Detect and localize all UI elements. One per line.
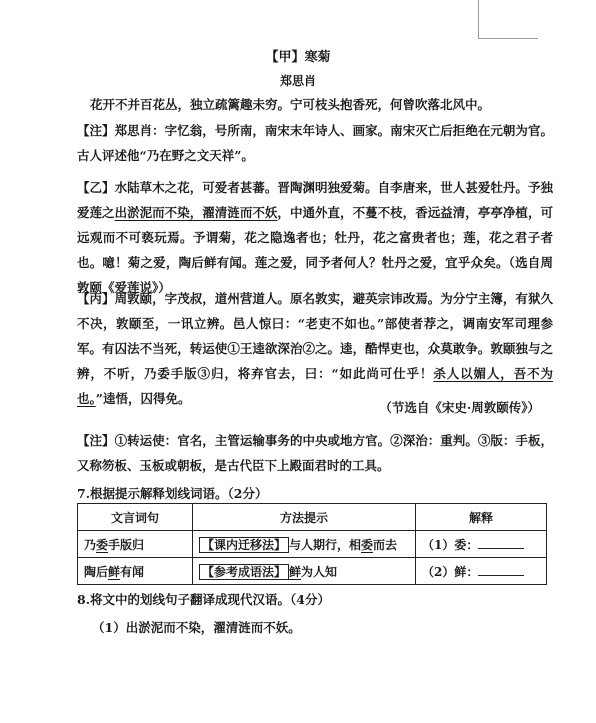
answer-cell: （1）委： [416,531,547,558]
note-jia: 【注】郑思肖：字忆翁，号所南，南宋末年诗人、画家。南宋灭亡后拒绝在元朝为官。古人评述他“乃在野之文天祥”。 [77,123,553,163]
corner-line [478,0,479,38]
method-cell: 【课内迁移法】 与人期行，相委而去 [193,531,416,558]
phrase-cell: 乃委手版归 [78,531,193,558]
table-header: 文言词句 [78,504,193,531]
underlined-sentence-bing: 杀人以媚人，吾不为也。 [77,366,553,406]
table-header: 解释 [416,504,547,531]
passage-bing-head: 【丙】周敦颐，字茂叔，道州营道人。原名敦实，避英宗讳改焉。为分宁主簿，有狱久不决，敦颐至，一讯立辨。邑人惊曰：“老吏不如也。”部使者荐之，调南安军司理参军。有囚法不当死，转运使①王逵欲深治②之。逵，酷悍吏也，众莫敢争。敦颐独与之辨，不听，乃委手版③归，将弃官去，曰：“如此尚可仕乎！ [77,291,553,381]
table-header-row [78,504,547,531]
question-8-item-1: （1）出淤泥而不染，濯清涟而不妖。 [92,620,301,635]
passage-bing [77,286,553,411]
passage-yi [77,175,553,300]
answer-table [77,503,547,585]
underlined-word: 委 [96,537,109,552]
table-header: 方法提示 [193,504,416,531]
method-cell: 【参考成语法】 鲜为人知 [193,558,416,585]
underlined-word: 委 [361,537,374,552]
table-row [78,531,547,558]
method-tag: 【课内迁移法】 [199,537,289,553]
corner-line [478,38,538,39]
passage-yi-head: 【乙】水陆草木之花，可爱者甚蕃。晋陶渊明独爱菊。自李唐来，世人甚爱牡丹。予独爱莲之 [77,180,553,220]
note-bing: 【注】①转运使：官名，主管运输事务的中央或地方官。②深治：重判。③版：手板，又称笏板、玉板或朝板，是古代臣下上殿面君时的工具。 [77,433,553,473]
phrase-cell: 陶后鲜有闻 [78,558,193,585]
underlined-sentence-yi: 出淤泥而不染，濯清涟而不妖 [114,205,278,220]
question-7: 7.根据提示解释划线词语。（2分） [77,486,268,501]
underlined-word: 鲜 [289,564,302,579]
table-row [78,558,547,585]
passage-yi-tail: ，中通外直，不蔓不枝，香远益清，亭亭净植，可远观而不可亵玩焉。予谓菊，花之隐逸者也；牡丹，花之富贵者也；莲，花之君子者也。噫！菊之爱，陶后鲜有闻。莲之爱，同予者何人？牡丹之爱，宜乎众矣。（选自周敦颐《爱莲说》） [77,205,553,295]
passage-bing-tail: ”逵悟，囚得免。 [95,391,191,406]
answer-cell: （2）鲜： [416,558,547,585]
passage-source: （节选自《宋史·周敦颐传》） [379,400,540,415]
question-8: 8.将文中的划线句子翻译成现代汉语。（4分） [77,592,330,607]
underlined-word: 鲜 [108,564,121,579]
answer-blank[interactable] [478,536,524,549]
method-tag: 【参考成语法】 [199,564,289,580]
answer-blank[interactable] [478,563,524,576]
poem-text: 花开不并百花丛，独立疏篱趣未穷。宁可枝头抱香死，何曾吹落北风中。 [90,97,491,112]
poem-title: 【甲】寒菊 [265,50,331,65]
poem-author: 郑思肖 [279,74,316,88]
